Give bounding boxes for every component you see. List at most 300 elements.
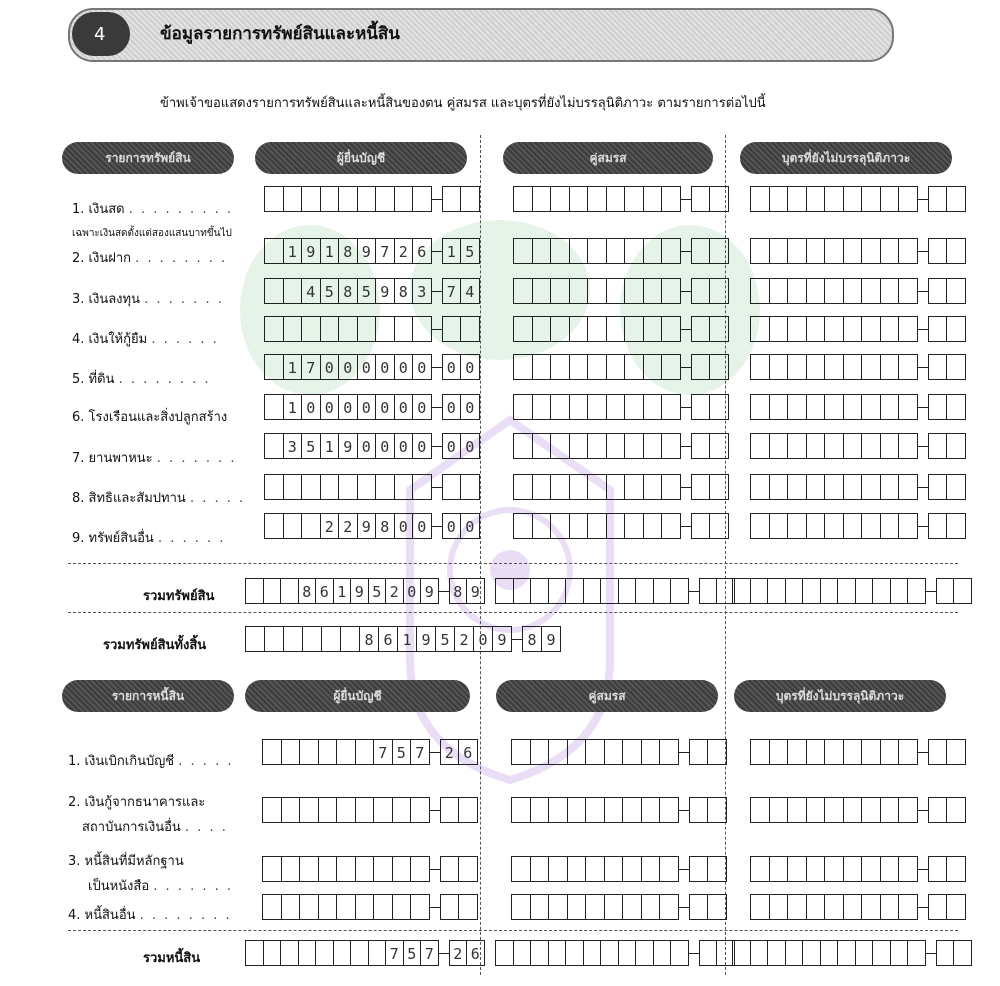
digit-box[interactable] <box>820 578 839 604</box>
digit-box[interactable] <box>898 278 918 304</box>
digit-box[interactable] <box>569 316 589 342</box>
digit-box[interactable]: 5 <box>320 278 340 304</box>
digit-box[interactable] <box>787 433 807 459</box>
digit-box[interactable] <box>643 354 663 380</box>
digit-box[interactable]: 0 <box>357 433 377 459</box>
cents-box[interactable] <box>928 797 948 823</box>
digit-box[interactable] <box>373 894 393 920</box>
digit-box[interactable] <box>635 940 654 966</box>
digit-box[interactable] <box>513 474 533 500</box>
digit-box[interactable] <box>880 433 900 459</box>
digit-box[interactable] <box>569 186 589 212</box>
cents-box[interactable] <box>946 354 966 380</box>
digit-box[interactable]: 0 <box>403 578 422 604</box>
cents-box[interactable] <box>946 238 966 264</box>
digit-box[interactable] <box>661 316 681 342</box>
digit-box[interactable] <box>624 186 644 212</box>
digit-box[interactable] <box>880 513 900 539</box>
digit-box[interactable] <box>732 940 751 966</box>
cents-box[interactable] <box>936 578 955 604</box>
digit-box[interactable] <box>802 578 821 604</box>
digit-box[interactable] <box>861 238 881 264</box>
digit-box[interactable] <box>824 856 844 882</box>
digit-box[interactable] <box>624 354 644 380</box>
digit-box[interactable] <box>264 474 284 500</box>
digit-box[interactable]: 9 <box>357 513 377 539</box>
digit-box[interactable]: 0 <box>301 394 321 420</box>
digit-box[interactable] <box>569 513 589 539</box>
digit-box[interactable] <box>837 940 856 966</box>
cents-box[interactable] <box>689 797 709 823</box>
digit-box[interactable] <box>299 739 319 765</box>
digit-box[interactable]: 8 <box>298 578 317 604</box>
digit-box[interactable] <box>532 278 552 304</box>
digit-box[interactable] <box>511 894 531 920</box>
cents-box[interactable] <box>689 739 709 765</box>
digit-box[interactable] <box>880 394 900 420</box>
cents-box[interactable] <box>458 856 478 882</box>
digit-box[interactable] <box>333 940 352 966</box>
digit-box[interactable] <box>530 797 550 823</box>
digit-box[interactable] <box>320 474 340 500</box>
digit-box[interactable] <box>585 797 605 823</box>
digit-box[interactable] <box>750 316 770 342</box>
digit-box[interactable] <box>375 474 395 500</box>
digit-box[interactable] <box>262 797 282 823</box>
digit-box[interactable] <box>750 739 770 765</box>
digit-box[interactable] <box>769 739 789 765</box>
digit-box[interactable]: 5 <box>392 739 412 765</box>
cents-box[interactable] <box>928 474 948 500</box>
digit-box[interactable] <box>898 394 918 420</box>
cents-box[interactable]: 2 <box>440 739 460 765</box>
digit-box[interactable] <box>898 856 918 882</box>
cents-box[interactable] <box>946 474 966 500</box>
digit-box[interactable] <box>624 278 644 304</box>
digit-box[interactable]: 3 <box>412 278 432 304</box>
digit-box[interactable] <box>643 278 663 304</box>
digit-box[interactable] <box>843 238 863 264</box>
digit-box[interactable] <box>245 578 264 604</box>
digit-box[interactable] <box>283 316 303 342</box>
cents-box[interactable] <box>707 797 727 823</box>
digit-box[interactable]: 0 <box>394 513 414 539</box>
digit-box[interactable] <box>898 513 918 539</box>
digit-box[interactable] <box>750 513 770 539</box>
digit-box[interactable] <box>624 238 644 264</box>
digit-box[interactable]: 6 <box>412 238 432 264</box>
digit-box[interactable] <box>511 856 531 882</box>
digit-box[interactable] <box>587 278 607 304</box>
digit-box[interactable]: 0 <box>357 354 377 380</box>
cents-box[interactable]: 0 <box>460 354 480 380</box>
digit-box[interactable] <box>513 354 533 380</box>
cents-box[interactable] <box>440 856 460 882</box>
digit-box[interactable] <box>670 578 689 604</box>
digit-box[interactable]: 6 <box>315 578 334 604</box>
digit-box[interactable] <box>659 797 679 823</box>
digit-box[interactable] <box>898 433 918 459</box>
digit-box[interactable] <box>412 316 432 342</box>
digit-box[interactable] <box>641 739 661 765</box>
digit-box[interactable]: 9 <box>301 238 321 264</box>
digit-box[interactable] <box>604 797 624 823</box>
digit-box[interactable]: 2 <box>338 513 358 539</box>
cents-box[interactable] <box>458 894 478 920</box>
digit-box[interactable] <box>641 894 661 920</box>
digit-box[interactable] <box>787 739 807 765</box>
digit-box[interactable] <box>532 186 552 212</box>
digit-box[interactable] <box>855 578 874 604</box>
digit-box[interactable] <box>861 433 881 459</box>
digit-box[interactable]: 4 <box>301 278 321 304</box>
digit-box[interactable] <box>824 278 844 304</box>
digit-box[interactable] <box>880 354 900 380</box>
digit-box[interactable] <box>565 578 584 604</box>
digit-box[interactable] <box>587 513 607 539</box>
digit-box[interactable] <box>585 894 605 920</box>
digit-box[interactable] <box>511 797 531 823</box>
digit-box[interactable] <box>806 238 826 264</box>
digit-box[interactable] <box>806 474 826 500</box>
cents-box[interactable] <box>442 316 462 342</box>
digit-box[interactable] <box>262 739 282 765</box>
digit-box[interactable] <box>824 316 844 342</box>
digit-box[interactable] <box>643 513 663 539</box>
digit-box[interactable] <box>806 797 826 823</box>
digit-box[interactable]: 1 <box>320 238 340 264</box>
digit-box[interactable] <box>350 940 369 966</box>
cents-box[interactable] <box>946 394 966 420</box>
digit-box[interactable] <box>301 474 321 500</box>
digit-box[interactable] <box>843 856 863 882</box>
cents-box[interactable] <box>707 739 727 765</box>
digit-box[interactable] <box>606 238 626 264</box>
digit-box[interactable] <box>264 186 284 212</box>
digit-box[interactable] <box>806 278 826 304</box>
digit-box[interactable] <box>622 856 642 882</box>
cents-box[interactable] <box>709 354 729 380</box>
digit-box[interactable] <box>283 626 303 652</box>
digit-box[interactable] <box>583 940 602 966</box>
digit-box[interactable] <box>785 940 804 966</box>
cents-box[interactable]: 0 <box>460 394 480 420</box>
digit-box[interactable] <box>643 186 663 212</box>
digit-box[interactable] <box>769 394 789 420</box>
digit-box[interactable] <box>567 739 587 765</box>
digit-box[interactable] <box>587 316 607 342</box>
digit-box[interactable] <box>907 940 926 966</box>
digit-box[interactable] <box>661 238 681 264</box>
digit-box[interactable] <box>880 186 900 212</box>
digit-box[interactable] <box>787 513 807 539</box>
digit-box[interactable] <box>606 186 626 212</box>
cents-box[interactable] <box>936 940 955 966</box>
digit-box[interactable] <box>661 186 681 212</box>
digit-box[interactable] <box>769 278 789 304</box>
digit-box[interactable] <box>368 940 387 966</box>
digit-box[interactable] <box>283 513 303 539</box>
digit-box[interactable] <box>511 739 531 765</box>
digit-box[interactable]: 8 <box>338 238 358 264</box>
digit-box[interactable] <box>600 940 619 966</box>
digit-box[interactable] <box>806 513 826 539</box>
digit-box[interactable] <box>604 739 624 765</box>
digit-box[interactable] <box>769 354 789 380</box>
cents-box[interactable] <box>928 186 948 212</box>
digit-box[interactable] <box>320 316 340 342</box>
digit-box[interactable] <box>898 474 918 500</box>
digit-box[interactable] <box>373 797 393 823</box>
digit-box[interactable] <box>569 238 589 264</box>
digit-box[interactable] <box>898 238 918 264</box>
digit-box[interactable]: 2 <box>454 626 474 652</box>
digit-box[interactable] <box>283 474 303 500</box>
digit-box[interactable] <box>907 578 926 604</box>
cents-box[interactable] <box>928 278 948 304</box>
cents-box[interactable]: 8 <box>449 578 468 604</box>
digit-box[interactable] <box>843 433 863 459</box>
digit-box[interactable]: 0 <box>320 354 340 380</box>
cents-box[interactable]: 5 <box>460 238 480 264</box>
digit-box[interactable] <box>643 474 663 500</box>
digit-box[interactable] <box>641 797 661 823</box>
digit-box[interactable] <box>624 316 644 342</box>
digit-box[interactable] <box>280 940 299 966</box>
digit-box[interactable]: 0 <box>412 394 432 420</box>
cents-box[interactable]: 4 <box>460 278 480 304</box>
digit-box[interactable] <box>604 856 624 882</box>
digit-box[interactable]: 3 <box>283 433 303 459</box>
digit-box[interactable] <box>643 394 663 420</box>
digit-box[interactable] <box>624 474 644 500</box>
cents-box[interactable] <box>946 278 966 304</box>
cents-box[interactable] <box>946 186 966 212</box>
digit-box[interactable] <box>750 894 770 920</box>
digit-box[interactable]: 1 <box>333 578 352 604</box>
cents-box[interactable] <box>946 739 966 765</box>
digit-box[interactable] <box>373 856 393 882</box>
digit-box[interactable]: 1 <box>283 394 303 420</box>
digit-box[interactable] <box>670 940 689 966</box>
digit-box[interactable]: 7 <box>375 238 395 264</box>
digit-box[interactable]: 1 <box>283 354 303 380</box>
digit-box[interactable] <box>299 894 319 920</box>
digit-box[interactable] <box>806 186 826 212</box>
digit-box[interactable] <box>412 186 432 212</box>
digit-box[interactable] <box>769 856 789 882</box>
cents-box[interactable]: 6 <box>466 940 485 966</box>
digit-box[interactable] <box>843 474 863 500</box>
digit-box[interactable] <box>622 894 642 920</box>
digit-box[interactable] <box>355 894 375 920</box>
digit-box[interactable] <box>513 238 533 264</box>
digit-box[interactable] <box>355 856 375 882</box>
digit-box[interactable] <box>550 316 570 342</box>
digit-box[interactable] <box>880 238 900 264</box>
digit-box[interactable] <box>264 433 284 459</box>
digit-box[interactable] <box>513 316 533 342</box>
digit-box[interactable] <box>806 394 826 420</box>
cents-box[interactable] <box>946 433 966 459</box>
digit-box[interactable] <box>624 433 644 459</box>
digit-box[interactable] <box>550 513 570 539</box>
cents-box[interactable]: 0 <box>442 433 462 459</box>
cents-box[interactable] <box>689 894 709 920</box>
digit-box[interactable] <box>653 940 672 966</box>
digit-box[interactable] <box>824 238 844 264</box>
digit-box[interactable] <box>532 433 552 459</box>
digit-box[interactable] <box>806 894 826 920</box>
digit-box[interactable]: 7 <box>385 940 404 966</box>
digit-box[interactable] <box>513 513 533 539</box>
digit-box[interactable] <box>321 626 341 652</box>
digit-box[interactable] <box>843 894 863 920</box>
digit-box[interactable]: 5 <box>403 940 422 966</box>
digit-box[interactable]: 0 <box>375 354 395 380</box>
cents-box[interactable] <box>691 354 711 380</box>
digit-box[interactable] <box>898 316 918 342</box>
digit-box[interactable] <box>635 578 654 604</box>
digit-box[interactable] <box>532 394 552 420</box>
digit-box[interactable] <box>750 856 770 882</box>
digit-box[interactable] <box>618 940 637 966</box>
digit-box[interactable] <box>872 940 891 966</box>
digit-box[interactable] <box>410 856 430 882</box>
digit-box[interactable] <box>338 474 358 500</box>
digit-box[interactable] <box>320 186 340 212</box>
digit-box[interactable] <box>750 394 770 420</box>
digit-box[interactable] <box>659 856 679 882</box>
digit-box[interactable] <box>355 797 375 823</box>
digit-box[interactable] <box>661 433 681 459</box>
digit-box[interactable] <box>806 739 826 765</box>
digit-box[interactable] <box>787 238 807 264</box>
digit-box[interactable] <box>513 578 532 604</box>
digit-box[interactable] <box>843 513 863 539</box>
cents-box[interactable] <box>442 474 462 500</box>
digit-box[interactable] <box>513 394 533 420</box>
cents-box[interactable] <box>946 316 966 342</box>
digit-box[interactable] <box>606 354 626 380</box>
digit-box[interactable] <box>861 394 881 420</box>
cents-box[interactable] <box>953 578 972 604</box>
digit-box[interactable] <box>659 739 679 765</box>
digit-box[interactable] <box>861 186 881 212</box>
digit-box[interactable] <box>587 354 607 380</box>
digit-box[interactable] <box>750 578 769 604</box>
cents-box[interactable] <box>709 186 729 212</box>
digit-box[interactable] <box>301 316 321 342</box>
digit-box[interactable] <box>375 186 395 212</box>
digit-box[interactable] <box>750 940 769 966</box>
digit-box[interactable]: 0 <box>412 354 432 380</box>
digit-box[interactable] <box>787 474 807 500</box>
digit-box[interactable] <box>532 316 552 342</box>
digit-box[interactable]: 0 <box>375 433 395 459</box>
digit-box[interactable] <box>661 513 681 539</box>
digit-box[interactable] <box>565 940 584 966</box>
digit-box[interactable] <box>567 797 587 823</box>
cents-box[interactable] <box>709 316 729 342</box>
cents-box[interactable] <box>699 940 718 966</box>
digit-box[interactable] <box>890 940 909 966</box>
digit-box[interactable] <box>340 626 360 652</box>
digit-box[interactable] <box>569 474 589 500</box>
digit-box[interactable] <box>280 578 299 604</box>
digit-box[interactable] <box>587 433 607 459</box>
digit-box[interactable] <box>824 354 844 380</box>
digit-box[interactable] <box>787 186 807 212</box>
digit-box[interactable] <box>824 474 844 500</box>
cents-box[interactable] <box>460 316 480 342</box>
cents-box[interactable] <box>460 474 480 500</box>
digit-box[interactable] <box>357 186 377 212</box>
cents-box[interactable] <box>440 894 460 920</box>
digit-box[interactable] <box>898 739 918 765</box>
digit-box[interactable] <box>375 316 395 342</box>
digit-box[interactable] <box>880 797 900 823</box>
digit-box[interactable]: 7 <box>301 354 321 380</box>
digit-box[interactable] <box>338 186 358 212</box>
cents-box[interactable] <box>691 238 711 264</box>
digit-box[interactable] <box>750 186 770 212</box>
digit-box[interactable]: 0 <box>473 626 493 652</box>
digit-box[interactable] <box>302 626 322 652</box>
cents-box[interactable] <box>691 433 711 459</box>
digit-box[interactable] <box>550 354 570 380</box>
cents-box[interactable] <box>691 316 711 342</box>
digit-box[interactable] <box>787 278 807 304</box>
digit-box[interactable] <box>824 433 844 459</box>
digit-box[interactable] <box>824 394 844 420</box>
digit-box[interactable] <box>513 278 533 304</box>
digit-box[interactable] <box>880 894 900 920</box>
digit-box[interactable]: 0 <box>412 433 432 459</box>
digit-box[interactable] <box>336 856 356 882</box>
digit-box[interactable] <box>843 316 863 342</box>
cents-box[interactable] <box>691 278 711 304</box>
digit-box[interactable] <box>336 797 356 823</box>
digit-box[interactable] <box>600 578 619 604</box>
digit-box[interactable] <box>843 354 863 380</box>
digit-box[interactable] <box>861 354 881 380</box>
cents-box[interactable] <box>442 186 462 212</box>
digit-box[interactable] <box>769 797 789 823</box>
digit-box[interactable] <box>641 856 661 882</box>
digit-box[interactable] <box>769 186 789 212</box>
digit-box[interactable]: 0 <box>320 394 340 420</box>
digit-box[interactable] <box>567 856 587 882</box>
digit-box[interactable] <box>861 513 881 539</box>
digit-box[interactable] <box>550 186 570 212</box>
digit-box[interactable] <box>750 278 770 304</box>
digit-box[interactable] <box>890 578 909 604</box>
digit-box[interactable] <box>394 186 414 212</box>
digit-box[interactable] <box>299 797 319 823</box>
digit-box[interactable] <box>769 238 789 264</box>
digit-box[interactable]: 0 <box>338 354 358 380</box>
cents-box[interactable] <box>691 186 711 212</box>
digit-box[interactable] <box>824 513 844 539</box>
digit-box[interactable] <box>530 856 550 882</box>
cents-box[interactable] <box>946 856 966 882</box>
digit-box[interactable] <box>767 578 786 604</box>
digit-box[interactable]: 7 <box>373 739 393 765</box>
cents-box[interactable]: 9 <box>466 578 485 604</box>
digit-box[interactable] <box>548 739 568 765</box>
cents-box[interactable] <box>928 238 948 264</box>
